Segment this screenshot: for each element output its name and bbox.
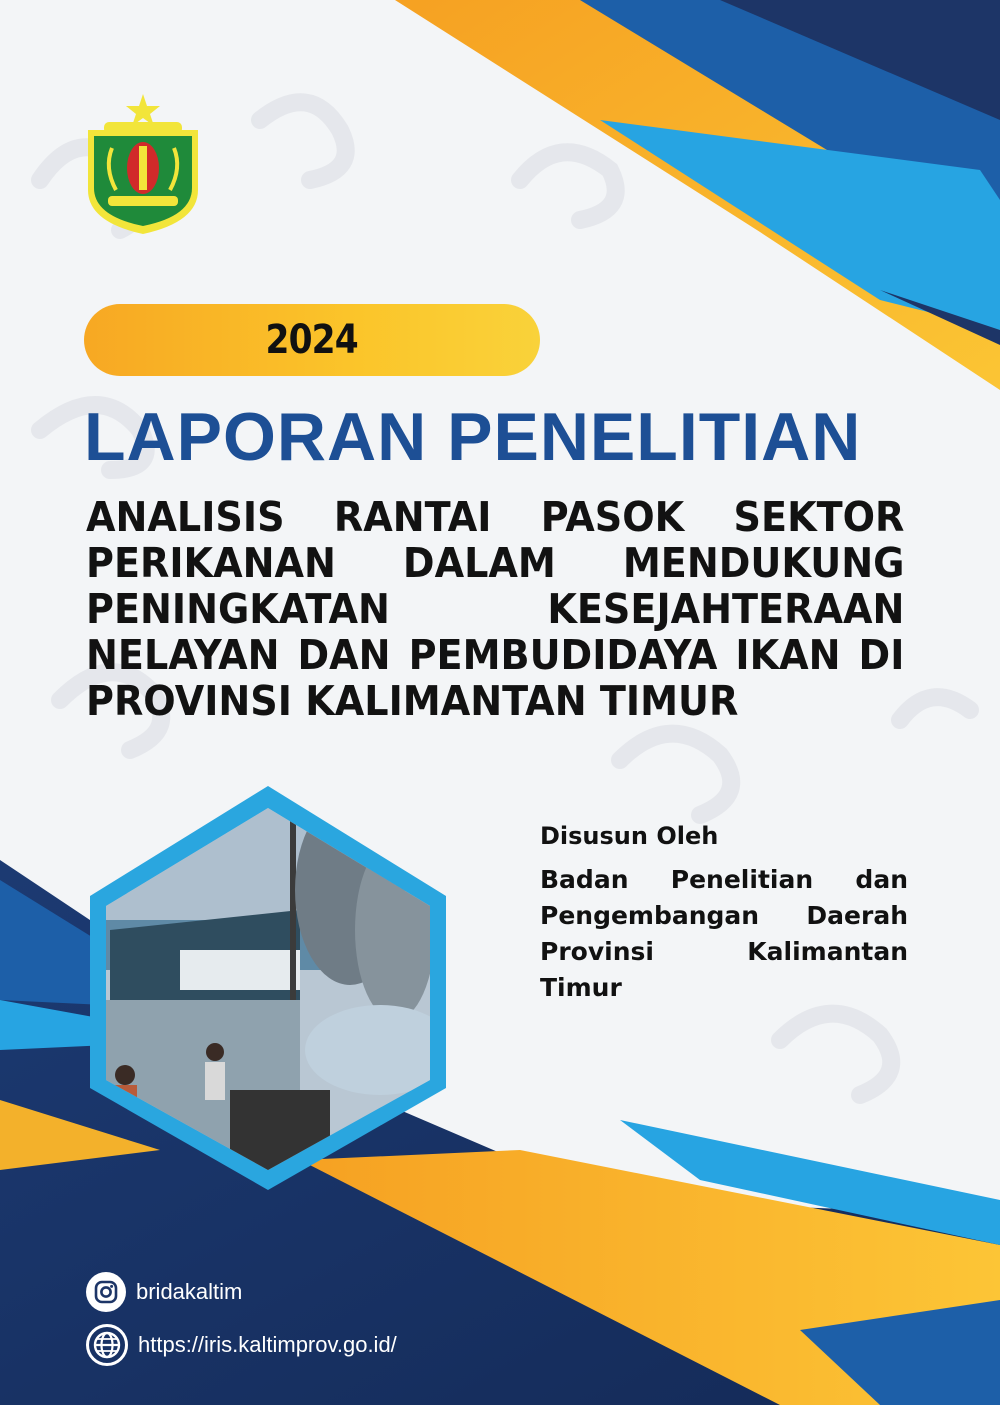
- instagram-contact[interactable]: [86, 1272, 242, 1312]
- instagram-handle: bridakaltim: [136, 1279, 243, 1304]
- report-type-heading: LAPORAN PENELITIAN: [84, 399, 862, 475]
- report-title: ANALISIS RANTAI PASOK SEKTOR PERIKANAN DALAM MENDUKUNG PENINGKATAN KESEJAHTERAAN NELAYAN DAN PEMBUDIDAYA IKAN DI PROVINSI KALIMANTAN TIMUR: [86, 493, 905, 725]
- author-line-2: Pengembangan Daerah: [540, 901, 908, 930]
- provincial-emblem: [88, 94, 198, 234]
- instagram-icon: [86, 1272, 126, 1312]
- website-url: https://iris.kaltimprov.go.id/: [138, 1332, 397, 1357]
- author-caption: Disusun Oleh: [540, 822, 719, 850]
- author-line-1: Badan Penelitian dan: [540, 865, 908, 894]
- year-text: 2024: [265, 317, 359, 363]
- author-line-3: Provinsi Kalimantan Timur: [540, 937, 908, 1002]
- year-badge: [84, 304, 540, 376]
- globe-icon: [86, 1324, 128, 1366]
- author-block: [540, 822, 908, 1006]
- website-contact[interactable]: [86, 1324, 397, 1366]
